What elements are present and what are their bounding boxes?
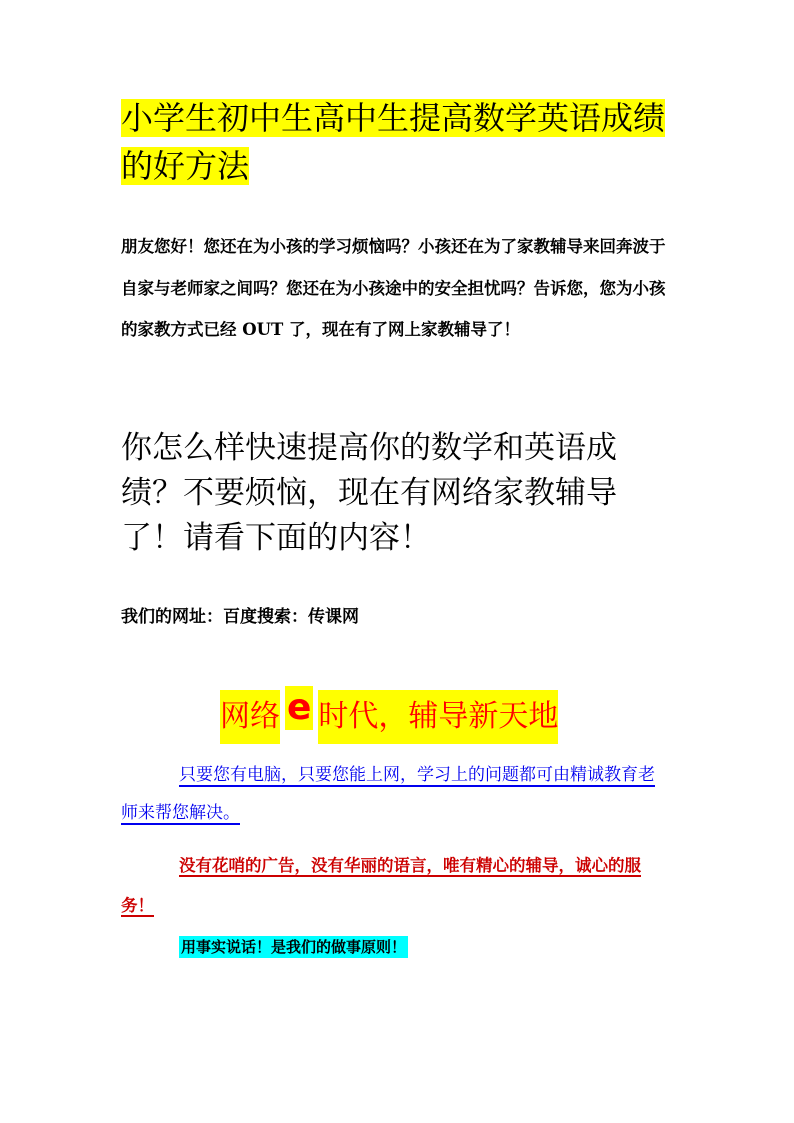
service-text: 没有花哨的广告，没有华丽的语言，唯有精心的辅导，诚心的服务！ (121, 856, 641, 915)
slogan-e-letter: e (287, 687, 312, 728)
document-title-text: 小学生初中生高中生提高数学英语成绩的好方法 (121, 99, 666, 185)
section-heading: 你怎么样快速提高你的数学和英语成绩？不要烦恼，现在有网络家教辅导了！请看下面的内容！ (121, 430, 617, 556)
slogan-part-1: 网络 (220, 690, 280, 744)
document-title (121, 94, 681, 190)
slogan-part-2: 时代，辅导新天地 (318, 690, 558, 744)
intro-paragraph: 朋友您好！您还在为小孩的学习烦恼吗？小孩还在为了家教辅导来回奔波于自家与老师家之间吗？您还在为小孩途中的安全担忧吗？告诉您，您为小孩的家教方式已经 OUT 了，现在有了网上家教辅导了！ (121, 237, 666, 339)
computer-help-paragraph (121, 756, 669, 832)
slogan-banner (220, 687, 559, 744)
principle-paragraph (179, 934, 408, 960)
principle-text: 用事实说话！是我们的做事原则！ (181, 938, 407, 956)
service-paragraph (121, 846, 669, 926)
website-line: 我们的网址：百度搜索：传课网 (121, 607, 359, 627)
computer-help-text: 只要您有电脑，只要您能上网，学习上的问题都可由精诚教育老师来帮您解决。 (121, 765, 655, 823)
